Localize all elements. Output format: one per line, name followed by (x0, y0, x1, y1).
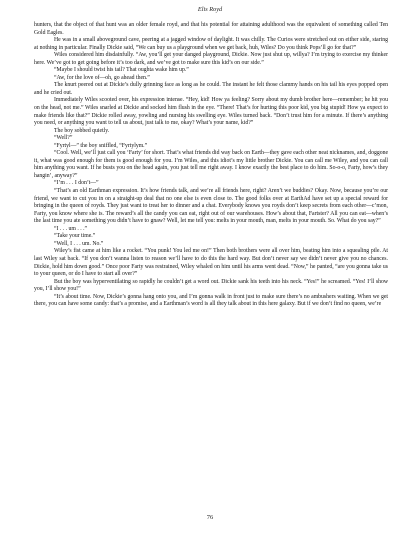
paragraph: “I . . . um . . .” (54, 225, 88, 232)
paragraph: He was in a small aboveground cave, peering at a jagged window of daylight. It was chilly. The Curios were stretched out on either side, staring at nothing in particular. Finally Dickie said, “We can buy us a playground when we get back, huh, Wiles? Do you think Pops’ll go for that?” (34, 37, 388, 51)
paragraph: Immediately Wiles scooted over, his expression intense. “Hey, kid! How ya feeling? Sorry about my dumb brother here—remember; he hit you on the head, not me.” Wiles snarled at Dickie and socked him flush in the eye. “There! That’s for hurting this poor kid, you big stupid! How ya expect to make friends like that?” Dickie rolled away, yowling and nursing his swelling eye. Wiles turned back. “Don’t trust him for a minute. If there’s anything you need, or anything you want to tell us about, just talk to me, okay? What’s your name, kid?” (34, 97, 388, 127)
paragraph: Wiley’s fist came at him like a rocket. “You punk! You led me on!” Then both brothers were all over him, beating him into a squealing pile. At last Wiley sat back. “If you don’t wanna listen to reason we’ll have to do this the hard way. But don’t never say we didn’t never give you no chances. Dickie, hold him down good.” Once poor Farty was restrained, Wiley whaled on him until his arms went dead. “Now,” he panted, “are you gonna take us to your queen, or do I have to start all over?” (34, 248, 388, 278)
paragraph: hunters, that the object of that hunt was an older female royd, and that his potential for attaining adulthood was the equivalent of something called Ten Gold Eagles. (34, 22, 388, 36)
paragraph: But the boy was hyperventilating so rapidly he couldn’t get a word out. Dickie sank his teeth into his neck. “Yes!” he screamed. “Yes! I’ll show you, I’ll show you!” (34, 278, 388, 293)
page-number: 76 (206, 514, 214, 521)
running-head-author: Elis Royd (197, 6, 223, 13)
paragraph: “Well?” (54, 135, 73, 142)
paragraph: “Well, I . . . um. No.” (54, 240, 104, 247)
paragraph: “That’s an old Earthman expression. It’s how friends talk, and we’re all friends here, right? Aren’t we buddies? Okay. Now, because you’re our friend, we want to cut you in on a straight-up deal that no one else is even close to. The good folks over at EarthAd have set up a special reward for bringing in the queen of royds. They just want to treat her to dinner and a chat. Everybody knows you royds don’t keep secrets from each other—c’mon, Farty, you know where she is. The reward’s all the candy you can eat, right out of our warehouses. How’s about that, Fartster? All you can eat—when’s the last time you ate something you didn’t have to gnaw? Well, let me tell you: melts in your mouth, man, melts in your mouth. So. What do you say?” (34, 188, 388, 225)
paragraph: “I’m . . . I don’t—” (54, 180, 99, 187)
paragraph: “Take your time.” (54, 233, 96, 240)
paragraph: The knurt peered out at Dickie’s dully grinning face as long as he could. The instant he felt those clammy hands on his tail his eyes popped open and he cried out. (34, 82, 388, 96)
body-text (34, 22, 388, 309)
paragraph: The boy sobbed quietly. (54, 127, 110, 134)
paragraph: “Aw, for the love of—oh, go ahead then.” (54, 74, 150, 81)
paragraph: “Fyrtyl—” the boy sniffled, “Fyrtylym.” (54, 142, 148, 149)
paragraph: Wiles considered him disdainfully. “Aw, you’ll get your danged playground, Dickie. Now just shut up, willya? I’m trying to exercise my thinker here. We’ve got to get going before it’s too dark, and we’ve got to make sure this kid’s on our side.” (34, 52, 388, 66)
paragraph: “Maybe I should twist his tail? That oughta wake him up.” (54, 67, 189, 74)
paragraph: “It’s about time. Now, Dickie’s gonna hang onto you, and I’m gonna walk in front just to make sure there’s no ambushers waiting. When we get there, you can have some candy: that’s a promise, and a Earthman’s word is all they talk about in this here galaxy. But if we don’t find no queen, we’re (34, 293, 388, 308)
paragraph: “Cool. Well, we’ll just call you ‘Farty’ for short. That’s what friends did way back on Earth—they gave each other neat nicknames, and, doggone it, what was good enough for them is good enough for you. I’m Wiles, and this idiot’s my little brother Dickie. You can call me Wiley, and you can call him anything you want. If he busts you on the head again, you just tell me right away. I know exactly the best place to do him. So-o-o, Farty, how’s they hangin’, anyway?” (34, 150, 388, 179)
